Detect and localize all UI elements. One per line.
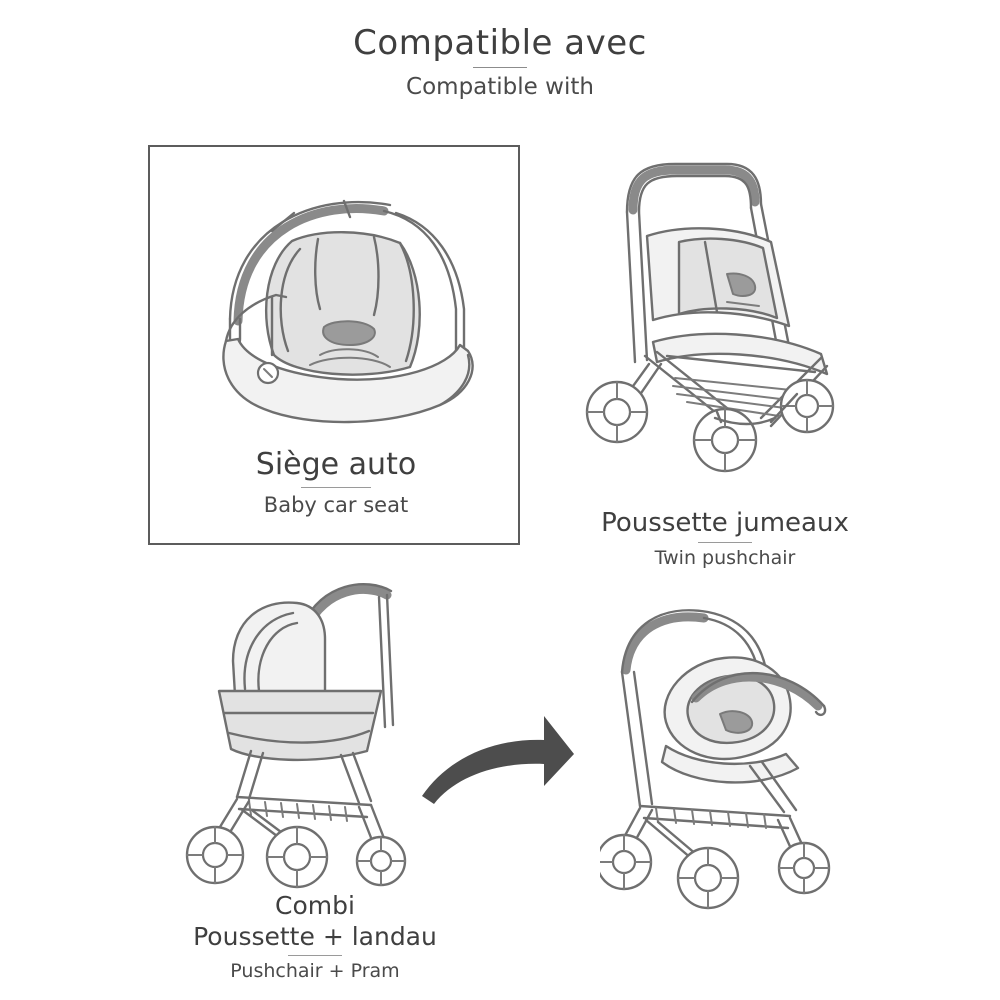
page-title-en: Compatible with [406, 74, 594, 100]
twin-pushchair-label-en: Twin pushchair [654, 547, 796, 569]
combi-label-fr-line2: Poussette + landau [193, 922, 437, 951]
combi-caption-divider [288, 955, 342, 956]
page-header [0, 22, 1000, 102]
combi-label-fr-line1: Combi [275, 891, 355, 920]
title-divider [473, 67, 527, 68]
twin-pushchair-caption [515, 508, 935, 571]
twin-pushchair-label-fr: Poussette jumeaux [601, 508, 849, 538]
car-seat-label-en: Baby car seat [263, 493, 409, 517]
pram-illustration [175, 565, 425, 895]
combi-caption [105, 890, 525, 984]
twin-pushchair-illustration [575, 150, 905, 495]
car-seat-caption-divider [301, 487, 371, 488]
combi-label-en: Pushchair + Pram [230, 960, 400, 982]
baby-car-seat-illustration [168, 169, 504, 439]
car-seat-caption [150, 446, 522, 519]
transform-arrow [418, 700, 578, 814]
twin-pushchair-caption-divider [698, 542, 752, 543]
car-seat-label-fr: Siège auto [255, 447, 417, 482]
car-seat-card [148, 145, 520, 545]
page-title-fr: Compatible avec [353, 23, 647, 63]
pushchair-with-car-seat-illustration [600, 590, 880, 920]
